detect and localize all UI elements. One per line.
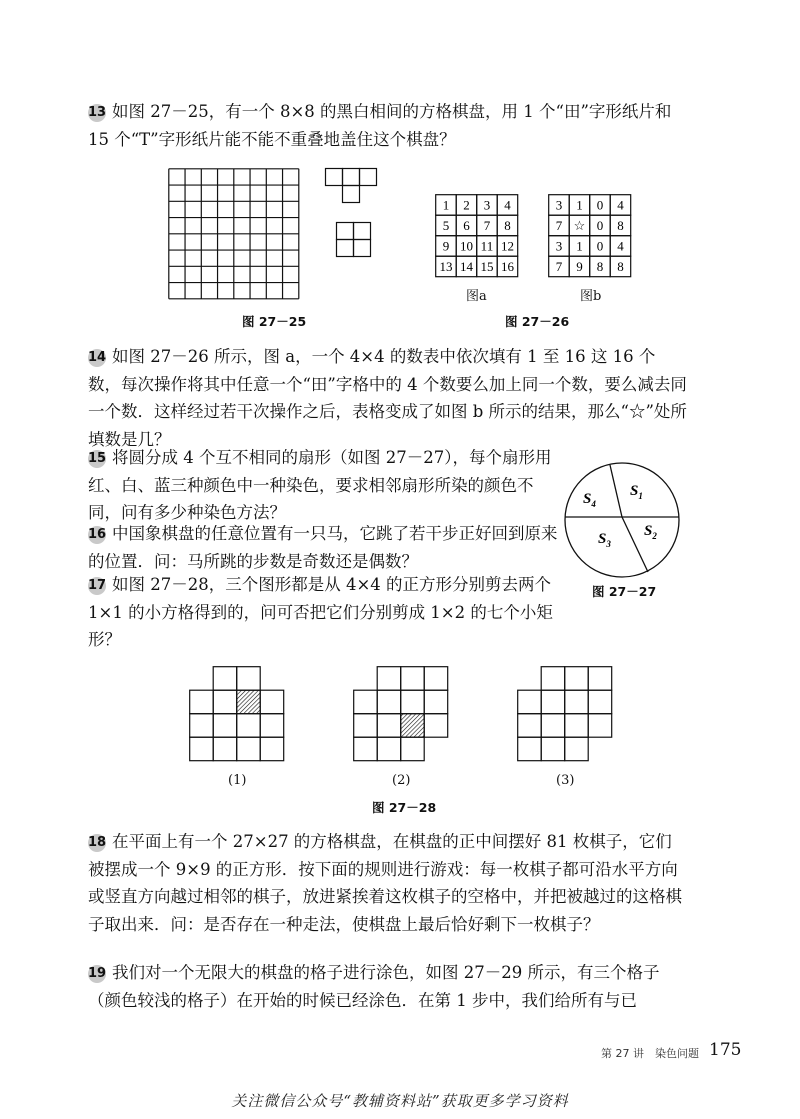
grid-square [565, 667, 589, 691]
table-cell-value: 0 [596, 238, 604, 254]
grid-square [377, 737, 401, 761]
problem-14 [88, 343, 688, 453]
grid-square [588, 690, 612, 714]
grid-square [354, 690, 378, 714]
table-cell-value: 12 [500, 238, 514, 254]
table-cell-value: 3 [555, 197, 563, 213]
grid-square [190, 690, 214, 714]
problem-number: 15 [88, 451, 107, 466]
grid-square [424, 667, 448, 691]
figure-27-26-caption: 图 27－26 [505, 314, 570, 329]
grid-square [213, 714, 237, 738]
table-cell-value: 3 [483, 197, 491, 213]
sector-s2: $S_2$ [644, 523, 657, 541]
grid-square [424, 714, 448, 738]
sector-s3: $S_3$ [598, 531, 611, 549]
figure-27-28-caption: 图 27－28 [372, 800, 437, 815]
table-cell-value: 7 [555, 217, 563, 233]
grid-square [565, 714, 589, 738]
grid-square [237, 714, 261, 738]
figure-27-26a-table [435, 194, 519, 278]
grid-square [260, 714, 284, 738]
table-cell-value: 16 [500, 258, 514, 274]
figure-a-label: 图a [466, 289, 487, 304]
table-cell-value: 7 [483, 217, 491, 233]
grid-square [518, 737, 542, 761]
table-cell-value: 10 [459, 238, 473, 254]
grid-square [213, 667, 237, 691]
figure-b-label: 图b [580, 289, 602, 304]
table-cell-value: ☆ [573, 217, 586, 233]
figure-27-26b-table [548, 194, 632, 278]
grid-square [588, 714, 612, 738]
tian-shaped-piece [336, 222, 372, 258]
problem-18 [88, 828, 688, 938]
table-cell-value: 0 [596, 197, 604, 213]
grid-square [377, 667, 401, 691]
problem-17 [88, 571, 568, 654]
grid-square [213, 737, 237, 761]
grid-square [518, 690, 542, 714]
table-cell-value: 4 [504, 197, 511, 213]
table-cell-value: 5 [442, 217, 450, 233]
grid-square [377, 690, 401, 714]
grid-square [565, 737, 589, 761]
t-shaped-piece [325, 168, 377, 204]
table-cell-value: 1 [442, 197, 450, 213]
problem-text: 如图 27－26 所示，图 a，一个 4×4 的数表中依次填有 1 至 16 这 16 个数，每次操作将其中任意一个“田”字格中的 4 个数要么加上同一个数，要么减去同一个数．这样经过若干次操作之后，表格变成了如图 b 所示的结果，那么“☆”处所填数是几？ [88, 347, 687, 449]
watermark: 关注微信公众号“教辅资料站”获取更多学习资料 [231, 1092, 569, 1110]
grid-square [354, 737, 378, 761]
grid-square [541, 690, 565, 714]
grid-square [260, 737, 284, 761]
sector-s1: $S_1$ [630, 483, 643, 501]
problem-19 [88, 959, 688, 1014]
grid-square [237, 667, 261, 691]
table-cell-value: 1 [576, 197, 583, 213]
table-cell-value: 3 [555, 238, 563, 254]
figure-27-28-shape-3 [517, 666, 613, 762]
problem-text: 在平面上有一个 27×27 的方格棋盘，在棋盘的正中间摆好 81 枚棋子，它们被摆成一个 9×9 的正方形．按下面的规则进行游戏：每一枚棋子都可沿水平方向或竖直方向越过相邻的棋子，放进紧挨着这枚棋子的空格中，并把被越过的这格棋子取出来．问：是否存在一种走法，使棋盘上最后恰好剩下一枚棋子？ [88, 832, 682, 934]
table-cell-value: 14 [459, 258, 473, 274]
problem-text: 中国象棋盘的任意位置有一只马，它跳了若干步正好回到原来的位置．问：马所跳的步数是奇数还是偶数？ [88, 524, 558, 571]
hatched-square [237, 690, 261, 714]
sector-s4: $S_4$ [583, 491, 596, 509]
grid-square [541, 737, 565, 761]
figure-27-28-shape-1 [189, 666, 285, 762]
grid-square [190, 714, 214, 738]
table-cell-value: 11 [480, 238, 494, 254]
problem-number: 13 [88, 105, 107, 120]
shape-1-label: (1) [228, 773, 247, 788]
problem-text: 将圆分成 4 个互不相同的扇形（如图 27－27），每个扇形用红、白、蓝三种颜色中一种染色，要求相邻扇形所染的颜色不同，问有多少种染色方法？ [88, 448, 552, 522]
grid-square [565, 690, 589, 714]
table-cell-value: 8 [617, 217, 624, 233]
problem-text: 如图 27－28，三个图形都是从 4×4 的正方形分别剪去两个 1×1 的小方格得到的，问可否把它们分别剪成 1×2 的七个小矩形？ [88, 575, 553, 649]
page-number: 175 [709, 1040, 742, 1060]
table-cell-value: 15 [480, 258, 494, 274]
table-cell-value: 0 [596, 217, 604, 233]
table-cell-value: 4 [617, 197, 624, 213]
table-cell-value: 4 [617, 238, 624, 254]
figure-27-27-circle [564, 462, 680, 578]
chapter-footer: 第 27 讲 染色问题 [601, 1047, 699, 1060]
problem-text: 我们对一个无限大的棋盘的格子进行涂色，如图 27－29 所示，有三个格子（颜色较浅的格子）在开始的时候已经涂色．在第 1 步中，我们给所有与已 [88, 963, 660, 1010]
figure-27-25-caption: 图 27－25 [242, 314, 307, 329]
table-cell-value: 9 [576, 258, 583, 274]
figure-27-25-board [168, 168, 300, 300]
table-cell-value: 2 [463, 197, 470, 213]
table-cell-value: 8 [617, 258, 624, 274]
problem-15 [88, 444, 558, 527]
table-cell-value: 8 [504, 217, 511, 233]
problem-number: 17 [88, 578, 107, 593]
problem-13 [88, 98, 688, 153]
table-cell-value: 13 [439, 258, 453, 274]
problem-number: 16 [88, 527, 107, 542]
problem-text: 如图 27－25，有一个 8×8 的黑白相间的方格棋盘，用 1 个“田”字形纸片和 15 个“T”字形纸片能不能不重叠地盖住这个棋盘？ [88, 102, 672, 149]
grid-square [260, 690, 284, 714]
figure-27-27-caption: 图 27－27 [592, 584, 657, 599]
table-cell-value: 9 [442, 238, 450, 254]
table-cell-value: 6 [463, 217, 470, 233]
hatched-square [401, 714, 425, 738]
problem-number: 14 [88, 350, 107, 365]
grid-square [541, 714, 565, 738]
problem-number: 18 [88, 835, 107, 850]
shape-3-label: (3) [556, 773, 575, 788]
grid-square [424, 690, 448, 714]
grid-square [588, 667, 612, 691]
grid-square [401, 667, 425, 691]
problem-number: 19 [88, 966, 107, 981]
problem-16 [88, 520, 558, 575]
grid-square [541, 667, 565, 691]
grid-square [354, 714, 378, 738]
figure-27-28-shape-2 [353, 666, 449, 762]
grid-square [237, 737, 261, 761]
table-cell-value: 8 [596, 258, 604, 274]
grid-square [401, 737, 425, 761]
shape-2-label: (2) [392, 773, 411, 788]
table-cell-value: 7 [555, 258, 563, 274]
grid-square [213, 690, 237, 714]
grid-square [377, 714, 401, 738]
grid-square [190, 737, 214, 761]
grid-square [518, 714, 542, 738]
table-cell-value: 1 [576, 238, 583, 254]
grid-square [401, 690, 425, 714]
